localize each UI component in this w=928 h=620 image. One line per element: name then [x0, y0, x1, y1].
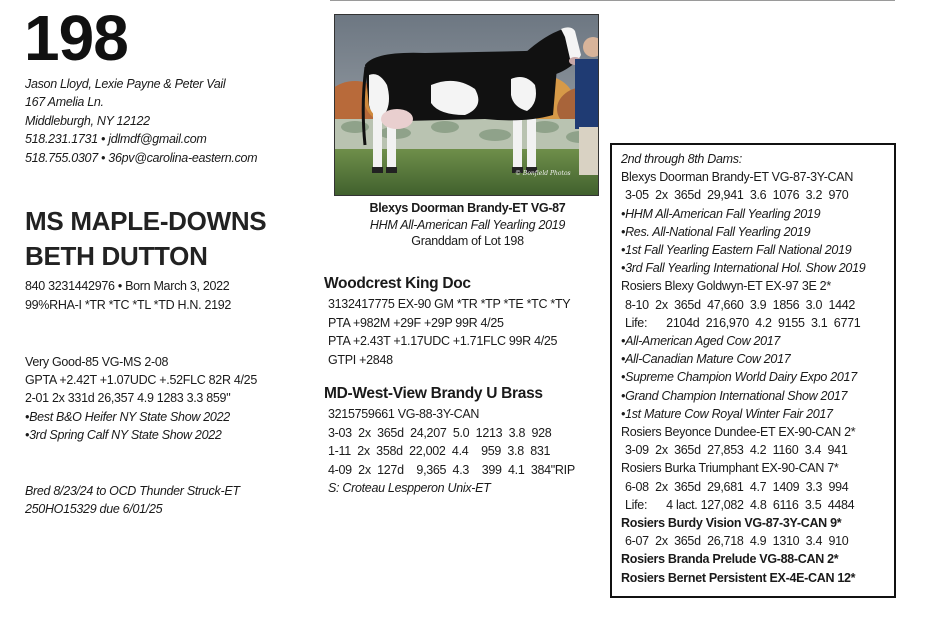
dam-block	[324, 383, 575, 498]
ancestry-line: •Grand Champion International Show 2017	[621, 388, 848, 403]
consignor-city: Middleburgh, NY 12122	[25, 113, 150, 128]
ancestry-line: •1st Mature Cow Royal Winter Fair 2017	[621, 406, 833, 421]
consignor-names: Jason Lloyd, Lexie Payne & Peter Vail	[25, 77, 226, 91]
breeding-info	[25, 482, 240, 519]
caption-name: Blexys Doorman Brandy-ET VG-87	[369, 201, 566, 215]
ancestry-line: Rosiers Branda Prelude VG-88-CAN 2*	[621, 552, 839, 567]
ancestry-line: •All-Canadian Mature Cow 2017	[621, 352, 791, 367]
production-record: 2-01 2x 331d 26,357 4.9 1283 3.3 859"	[25, 391, 231, 406]
dam-line-3: 1-11 2x 358d 22,002 4.4 959 3.8 831	[328, 444, 551, 459]
dam-sire-line: S: Croteau Lespperon Unix-ET	[328, 481, 491, 496]
consignor-contact-2: 518.755.0307 • 36pv@carolina-eastern.com	[25, 150, 258, 165]
genetics-line: 99%RHA-I *TR *TC *TL *TD H.N. 2192	[25, 297, 232, 312]
ancestry-line: •Supreme Champion World Dairy Expo 2017	[621, 370, 857, 385]
photo-watermark: © Bonfield Photos	[515, 170, 571, 177]
animal-name-line-1: MS MAPLE-DOWNS	[25, 206, 267, 236]
ancestry-line: Blexys Doorman Brandy-ET VG-87-3Y-CAN	[621, 170, 854, 185]
caption-award: HHM All-American Fall Yearling 2019	[369, 217, 566, 232]
cow-photo	[334, 14, 599, 196]
sire-line-2: PTA +982M +29F +29P 99R 4/25	[328, 315, 504, 330]
ancestry-line: •1st Fall Yearling Eastern Fall National 2019	[621, 243, 852, 258]
registration-block	[25, 277, 231, 314]
ancestry-line: Rosiers Blexy Goldwyn-ET EX-97 3E 2*	[621, 279, 831, 294]
ancestry-line: Rosiers Beyonce Dundee-ET EX-90-CAN 2*	[621, 425, 856, 440]
ancestry-line: •All-American Aged Cow 2017	[621, 334, 781, 349]
ancestry-line: Rosiers Burka Triumphant EX-90-CAN 7*	[621, 461, 839, 476]
dam-line-1: 3215759661 VG-88-3Y-CAN	[328, 407, 480, 421]
dam-line-2: 3-03 2x 365d 24,207 5.0 1213 3.8 928	[328, 425, 552, 440]
ancestry-line: Rosiers Bernet Persistent EX-4E-CAN 12*	[621, 570, 856, 585]
sire-line-4: GTPI +2848	[328, 352, 393, 367]
dam-name: MD-West-View Brandy U Brass	[324, 385, 543, 402]
ancestry-line: Rosiers Burdy Vision VG-87-3Y-CAN 9*	[621, 516, 842, 531]
ancestry-line: 3-05 2x 365d 29,941 3.6 1076 3.2 970	[625, 188, 849, 203]
gpta-line: GPTA +2.42T +1.07UDC +.52FLC 82R 4/25	[25, 373, 257, 388]
ancestry-line: •3rd Fall Yearling International Hol. Show 2019	[621, 261, 866, 276]
ancestry-box	[610, 143, 896, 598]
show-award-2: •3rd Spring Calf NY State Show 2022	[25, 427, 222, 442]
ancestry-line: 3-09 2x 365d 27,853 4.2 1160 3.4 941	[625, 443, 848, 458]
sire-line-3: PTA +2.43T +1.17UDC +1.71FLC 99R 4/25	[328, 334, 558, 349]
ancestry-line: Life: 2104d 216,970 4.2 9155 3.1 6771	[625, 315, 861, 330]
ancestry-line: 6-07 2x 365d 26,718 4.9 1310 3.4 910	[625, 534, 849, 549]
caption-relation: Granddam of Lot 198	[411, 234, 524, 249]
cow-photo-illustration	[335, 15, 599, 196]
lot-number: 198	[24, 2, 128, 74]
ancestry-line: 6-08 2x 365d 29,681 4.7 1409 3.3 994	[625, 479, 849, 494]
sire-name: Woodcrest King Doc	[324, 275, 471, 292]
ancestry-list	[621, 168, 894, 587]
consignor-block	[25, 75, 257, 167]
ancestry-line: •HHM All-American Fall Yearling 2019	[621, 206, 821, 221]
dam-line-4: 4-09 2x 127d 9,365 4.3 399 4.1 384"RIP	[328, 462, 575, 477]
sire-block	[324, 273, 570, 369]
breeding-line-1: Bred 8/23/24 to OCD Thunder Struck-ET	[25, 484, 240, 498]
consignor-street: 167 Amelia Ln.	[25, 95, 104, 110]
classification-block	[25, 353, 257, 444]
photo-caption	[320, 200, 615, 250]
registration-id: 840 3231442976 • Born March 3, 2022	[25, 279, 230, 293]
ancestry-line: Life: 4 lact. 127,082 4.8 6116 3.5 4484	[625, 497, 855, 512]
classification-score: Very Good-85 VG-MS 2-08	[25, 355, 169, 369]
sire-line-1: 3132417775 EX-90 GM *TR *TP *TE *TC *TY	[328, 297, 571, 311]
breeding-line-2: 250HO15329 due 6/01/25	[25, 502, 163, 517]
ancestry-heading: 2nd through 8th Dams:	[621, 152, 742, 166]
show-award-1: •Best B&O Heifer NY State Show 2022	[25, 409, 230, 424]
ancestry-line: 8-10 2x 365d 47,660 3.9 1856 3.0 1442	[625, 297, 856, 312]
ancestry-line: •Res. All-National Fall Yearling 2019	[621, 224, 811, 239]
consignor-contact-1: 518.231.1731 • jdlmdf@gmail.com	[25, 132, 207, 147]
animal-name-line-2: BETH DUTTON	[25, 241, 208, 271]
animal-name	[25, 204, 266, 274]
top-rule	[330, 0, 895, 1]
